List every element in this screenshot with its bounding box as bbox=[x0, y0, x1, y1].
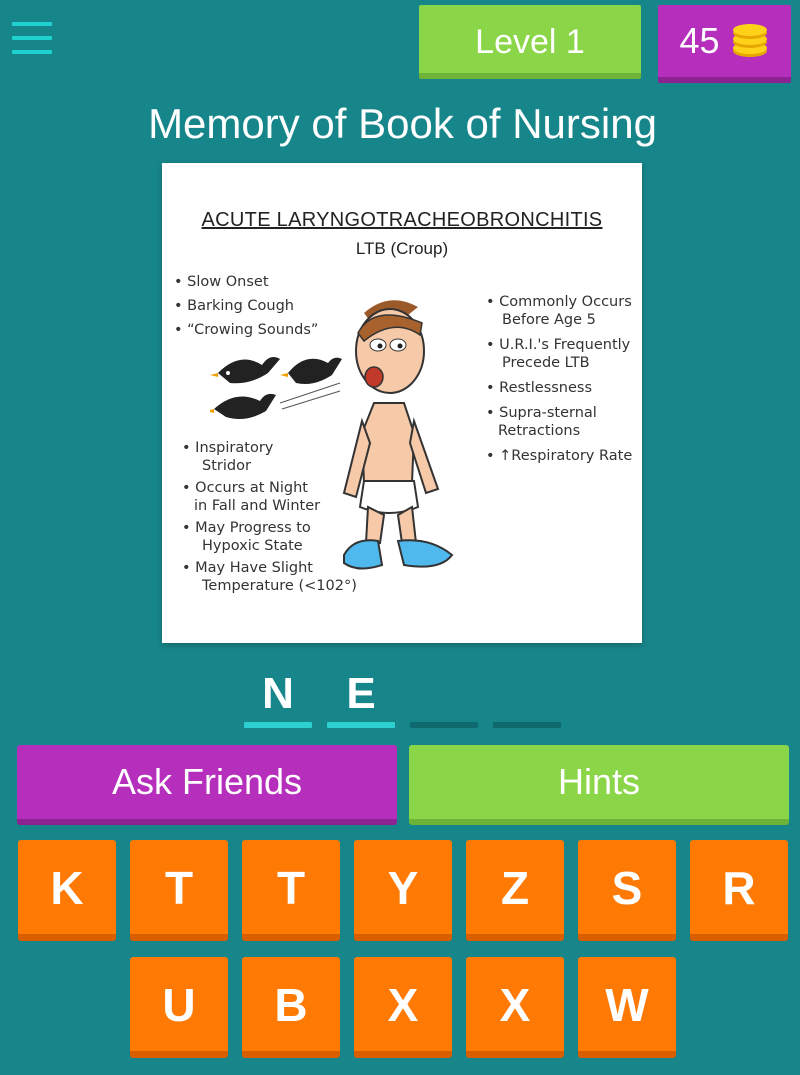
page-title: Memory of Book of Nursing bbox=[148, 100, 657, 147]
answer-slot[interactable] bbox=[410, 666, 478, 728]
coin-count: 45 bbox=[679, 20, 720, 61]
letter-key[interactable]: X bbox=[354, 957, 452, 1058]
left-notes-top: • Slow Onset • Barking Cough • “Crowing Sounds” bbox=[174, 274, 319, 338]
letter-key[interactable]: B bbox=[242, 957, 340, 1058]
coins-icon bbox=[730, 24, 770, 58]
letter-key[interactable]: W bbox=[578, 957, 676, 1058]
image-subheading: LTB (Croup) bbox=[355, 239, 449, 258]
child-illustration bbox=[334, 293, 464, 573]
answer-slot[interactable] bbox=[493, 666, 561, 728]
hints-button[interactable]: Hints bbox=[409, 745, 789, 825]
letter-key[interactable]: T bbox=[242, 840, 340, 941]
letter-key[interactable]: Z bbox=[466, 840, 564, 941]
ask-friends-button[interactable]: Ask Friends bbox=[17, 745, 397, 825]
answer-letter: N bbox=[262, 669, 294, 718]
left-notes-bottom: • Inspiratory Stridor • Occurs at Night in Fall and Winter • May Progress to Hypoxic State • May Have Slight Temperature (<102°) bbox=[182, 440, 357, 594]
crow-birds-illustration bbox=[210, 343, 350, 428]
menu-icon[interactable] bbox=[12, 22, 52, 62]
letter-key[interactable]: X bbox=[466, 957, 564, 1058]
image-heading: ACUTE LARYNGOTRACHEOBRONCHITIS bbox=[201, 209, 603, 231]
letter-key[interactable]: U bbox=[130, 957, 228, 1058]
letter-key[interactable]: S bbox=[578, 840, 676, 941]
letter-key[interactable]: Y bbox=[354, 840, 452, 941]
answer-letter: E bbox=[346, 669, 376, 718]
answer-slot[interactable] bbox=[327, 666, 395, 728]
right-notes: • Commonly Occurs Before Age 5 • U.R.I.'s Frequently Precede LTB • Restlessness • Supra-sternal Retractions • ↑Respiratory Rate bbox=[486, 294, 633, 464]
letter-key[interactable]: R bbox=[690, 840, 788, 941]
puzzle-image bbox=[162, 163, 642, 643]
level-badge: Level 1 bbox=[419, 5, 641, 79]
coin-counter[interactable] bbox=[658, 5, 791, 83]
letter-key[interactable]: K bbox=[18, 840, 116, 941]
letter-key[interactable]: T bbox=[130, 840, 228, 941]
answer-slot[interactable] bbox=[244, 666, 312, 728]
